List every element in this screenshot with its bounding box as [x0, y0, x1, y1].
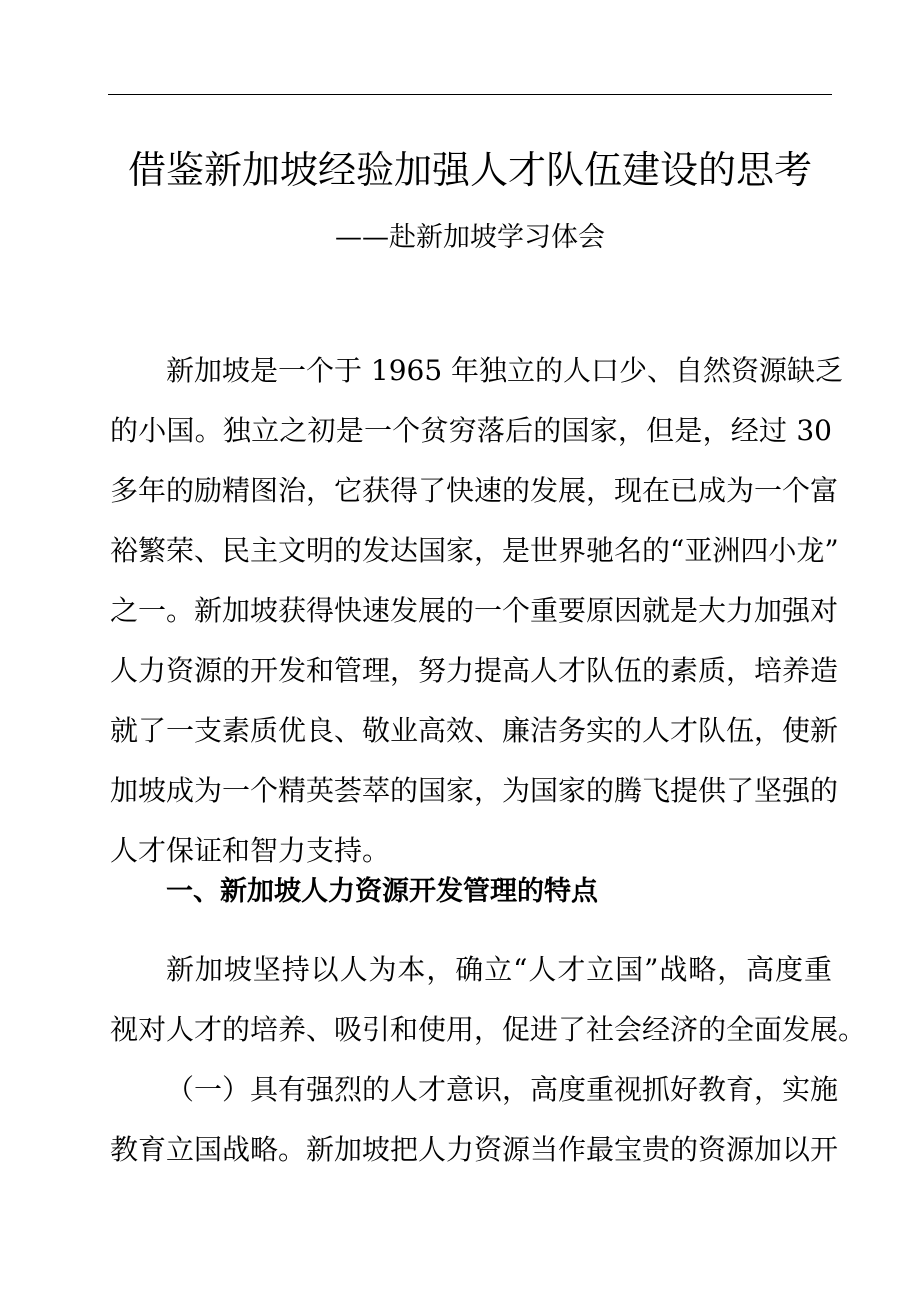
intro-line: 新加坡是一个于 1965 年独立的人口少、自然资源缺乏: [166, 354, 844, 387]
intro-line: 裕繁荣、民主文明的发达国家，是世界驰名的“亚洲四小龙”: [110, 534, 839, 567]
intro-line: 人力资源的开发和管理，努力提高人才队伍的素质，培养造: [110, 654, 839, 687]
intro-line: 之一。新加坡获得快速发展的一个重要原因就是大力加强对: [110, 594, 839, 627]
intro-line: 就了一支素质优良、敬业高效、廉洁务实的人才队伍，使新: [110, 714, 839, 747]
top-rule: [108, 94, 832, 95]
section-line: 视对人才的培养、吸引和使用，促进了社会经济的全面发展。: [110, 1013, 867, 1046]
intro-line: 加坡成为一个精英荟萃的国家，为国家的腾飞提供了坚强的: [110, 774, 839, 807]
intro-line: 的小国。独立之初是一个贫穷落后的国家，但是，经过 30: [110, 414, 832, 447]
intro-line: 多年的励精图治，它获得了快速的发展，现在已成为一个富: [110, 474, 839, 507]
section-line: （一）具有强烈的人才意识，高度重视抓好教育，实施: [166, 1073, 839, 1106]
document-subtitle: ——赴新加坡学习体会: [335, 222, 605, 253]
section-heading: 一、新加坡人力资源开发管理的特点: [166, 876, 598, 907]
document-title: 借鉴新加坡经验加强人才队伍建设的思考: [127, 148, 812, 192]
section-line: 新加坡坚持以人为本，确立“人才立国”战略，高度重: [166, 953, 832, 986]
intro-line: 人才保证和智力支持。: [110, 834, 391, 867]
section-line: 教育立国战略。新加坡把人力资源当作最宝贵的资源加以开: [110, 1133, 839, 1166]
